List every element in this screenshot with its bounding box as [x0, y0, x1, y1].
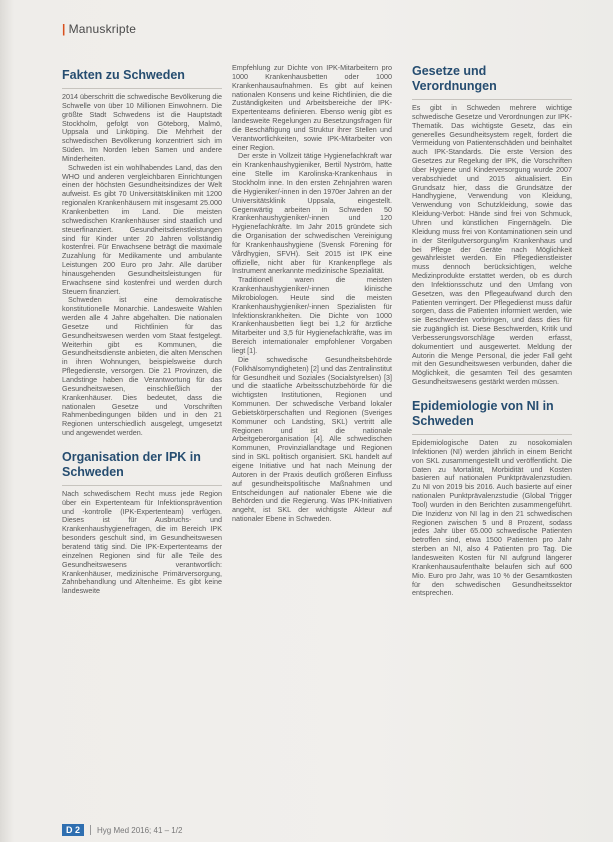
- paragraph: Epidemiologische Daten zu nosokomialen Infektionen (NI) werden jährlich in einem Bericht von SKL zusammengestellt und veröffentlicht. Die Daten zu Mortalität, Morbidität und Kosten basieren auf nationalen Punktprävalenzstudien. Zu NI von 2019 bis 2016. Auch basierte auf einer nationalen Punktprävalenzstudie (Global Trigger Tool) wurden in den Berichten zusammengeführt. Die Inzidenz von NI lag in den 21 schwedischen Regionen zwischen 5 und 8 Prozent, sodass jedes Jahr über 65.000 schwedische Patienten betroffen sind, etwa 1500 Patienten pro Jahr sterben an NI, also 4 Patienten pro Tag. Die landesweiten Kosten für NI aufgrund längerer Krankenhausaufenthalte belaufen sich auf 600 Mio. Euro pro Jahr, was 10 % der Gesamtkosten für den schwedischen Gesundheitssektor entsprechen.: [412, 438, 572, 598]
- paragraph: Schweden ist ein wohlhabendes Land, das den WHO und anderen vergleichbaren Einrichtungen einen der höchsten Gesundheitsindizes der Welt aufweist. Es gibt 70 Universitätskliniken mit 1200 regionalen Krankenhäusern mit insgesamt 25.000 Krankenbetten im Land. Die meisten schwedischen Krankenhäuser sind staatlich und steuerfinanziert. Gesundheitsdienstleistungen sind für Kinder unter 20 Jahren vollständig kostenfrei. Für Erwachsene beträgt die maximale Zuzahlung für Medikamente und ambulante Leistungen 200 Euro pro Jahr. Alle darüber hinausgehenden Gesundheitsleistungen für Erwachsene sind kostenfrei und werden durch Steuern finanziert.: [62, 162, 222, 296]
- paragraph: Schweden ist eine demokratische konstitutionelle Monarchie. Landesweite Wahlen werden alle 4 Jahre abgehalten. Die nationalen Gesetze und Richtlinien für das Gesundheitswesen werden vom Staat festgelegt. Weiterhin gibt es Kommunen, die Gesundheitsdienste anbieten, die alten Menschen in ihren Wohnungen, beispielsweise durch Pflegedienste, versorgen. Die 21 Provinzen, die Landstinge haben die Verantwortung für das Gesundheitswesen, einschließlich der Krankenhäuser. Dies bedeutet, dass die nationalen Gesetze und Vorschriften Rahmenbedingungen bilden und in den 21 Regionen unterschiedlich ausgelegt, umgesetzt und angewendet werden.: [62, 295, 222, 438]
- column-2: [232, 64, 392, 839]
- heading-rule: [62, 485, 222, 486]
- paragraph: Empfehlung zur Dichte von IPK-Mitarbeitern pro 1000 Krankenhausbetten oder 1000 Krankenhausaufnahmen. Es gibt auf keinen nationalen Konsens und keine Richtlinien, die die Zuständigkeiten und Arbeitsbereiche der IPK-Expertenteams definieren. Ebenso wenig gibt es landesweite Regelungen zu Besetzungsfragen für die Beschäftigung und Struktur ihrer Stellen und Verantwortlichkeiten, sowie IPK-Mitarbeiter von einer Region.: [232, 64, 392, 152]
- paragraph: Nach schwedischem Recht muss jede Region über ein Expertenteam für Infektionsprävention und -kontrolle (IPK-Expertenteam) verfügen. Dieses ist für Ausbruchs- und Krankenhaushygienefragen, die im Bereich IPK besonders geschult sind, im Gesundheitswesen beratend tätig sind. Die IPK-Expertenteams der einzelnen Regionen sind für alle Teile des Gesundheitswesens verantwortlich: Krankenhäuser, medizinische Primärversorgung, Zahnbehandlung und Altenheime. Es gibt keine landesweite: [62, 488, 222, 596]
- heading-gesetze: Gesetze und Verordnungen: [412, 64, 497, 93]
- paragraph: Traditionell waren die meisten Krankenhaushygieniker/-innen klinische Mikrobiologen. Heute sind die meisten Krankenhaushygieniker/-innen Spezialisten für Infektionskrankheiten. Die Dichte von 1000 Krankenhausbetten liegt bei 1,2 für ärztliche Mitarbeiter und 3,5 für Hygienefachkräfte, was im Bereich internationaler empfohlener Vorgaben liegt [1].: [232, 275, 392, 355]
- paragraph: Die schwedische Gesundheitsbehörde (Folkhälsomyndigheten) [2] und das Zentralinstitut für Gesundheit und Soziales (Socialstyrelsen) [3] und die staatliche Arbeitsschutzbehörde für die wichtigsten Institutionen, Regionen und Kommunen. Der schwedische Verband lokaler Gebietskörperschaften und Regionen (Sveriges Kommuner och Landsting, SKL) vertritt alle Regionen und ist die nationale Arbeitgeberorganisation [4]. Alle schwedischen Kommunen, Provinziallandtage und Regionen sind in SKL politisch organisiert. SKL handelt auf eigene Initiative und hat nach Meinung der Autoren in der Praxis deutlich größeren Einfluss auf gesundheitspolitische Maßnahmen und Entscheidungen auf nationaler Ebene wie die Behörden und die Regierung. Was IPK-Initiativen angeht, ist SKL der wichtigste Akteur auf nationaler Ebene in Schweden.: [232, 354, 392, 524]
- journal-citation: Hyg Med 2016; 41 – 1/2: [97, 825, 183, 835]
- heading-rule: [412, 434, 572, 435]
- paragraph: Der erste in Vollzeit tätige Hygienefachkraft war ein Krankenhaushygieniker, Bertil Nyström, hatte eine Stelle im Karolinska-Krankenhaus in Stockholm inne. In den ersten Zehnjahren waren die Hygieniker/-innen in den 1970er Jahren an der Universitätsklinik Uppsala, eingestellt. Gegenwärtig arbeiten in Schweden 50 Krankenhaushygieniker/-innen und 120 Hygienefachkräfte. Im Jahr 2015 gründete sich die Organisation der schwedischen Vereinigung für Krankenhaushygiene (Svensk Förening för Vårdhygien, SFVH). Seit 2015 ist IPK eine offizielle, nicht aber für Krankenpflege als Instrument anerkannte medizinische Spezialität.: [232, 151, 392, 276]
- footer-divider: [90, 825, 91, 835]
- paragraph: 2014 überschritt die schwedische Bevölkerung die Schwelle von über 10 Millionen Einwohnern. Die größte Stadt Schwedens ist die Hauptstadt Stockholm, gefolgt von Göteborg, Malmö, Uppsala und Linköping. Die Mehrheit der schwedischen Bevölkerung konzentriert sich im Süden. Im Norden leben Samen und andere Minderheiten.: [62, 92, 222, 163]
- spacer: [62, 438, 222, 450]
- page-footer: [62, 824, 182, 836]
- section-marker: |: [62, 22, 66, 36]
- section-title: Manuskripte: [68, 22, 137, 36]
- running-head: [62, 22, 136, 36]
- page-number: D 2: [62, 824, 84, 836]
- heading-rule: [62, 88, 222, 89]
- heading-organisation: Organisation der IPK in Schweden: [62, 449, 201, 479]
- column-3: [412, 64, 572, 839]
- column-1: [62, 44, 222, 814]
- heading-fakten: Fakten zu Schweden: [62, 68, 185, 82]
- paragraph: Es gibt in Schweden mehrere wichtige schwedische Gesetze und Verordnungen zur IPK-Thematik. Das wichtigste Gesetz, das ein generelles Gesundheitsystem regelt, fordert die Vermeidung von Patientenschäden und beinhaltet auch IPK-Standards. Die erste Version des Gesetzes zur Regelung der IPK, die Vorschriften über Hygiene und Kinderversorgung wurde 2007 verabschiedet und 2015 aktualisiert. Ein Grundsatz hier, dass die Grundsätze der Handhygiene, Verwendung von Kleidung, Verwendung von Schutzkleidung, sowie das Kleidung-Verbot: Hände sind frei von Schmuck, Uhren und künstlichen Fingernägeln. Die Kleidung muss frei von Kontaminationen sein und in der Sterilgutversorgung/im Krankenhaus und bei Pflege der Geräte nach Möglichkeit gewährleistet werden. Ein Pflegedienstleister muss dennoch berücksichtigen, welche Medizinprodukte erstattet werden, ob es durch den Infektionsschutz und den Umfang von Gesetzen, was den Pflegeaufwand durch den Patienten verringert. Der Pflegedienst muss dafür sorgen, dass die Patienten informiert werden, wie sie Beschwerden vorbringen, und dass dies für sie zugänglich ist. Diese Beschwerden, Kritik und Verbesserungsvorschläge werden erfasst, dokumentiert und ausgewertet. Meldung der Autorin die Menge Personal, die jeder Fall geht mit den Gesundheitswesen verbunden, daher die Möglichkeit, die gesamten Teil des gesamten Gesundheitswesens gestärkt werden müssen.: [412, 103, 572, 387]
- spacer: [412, 387, 572, 399]
- heading-rule: [412, 99, 572, 100]
- heading-epidemiologie: Epidemiologie von NI in Schweden: [412, 399, 554, 428]
